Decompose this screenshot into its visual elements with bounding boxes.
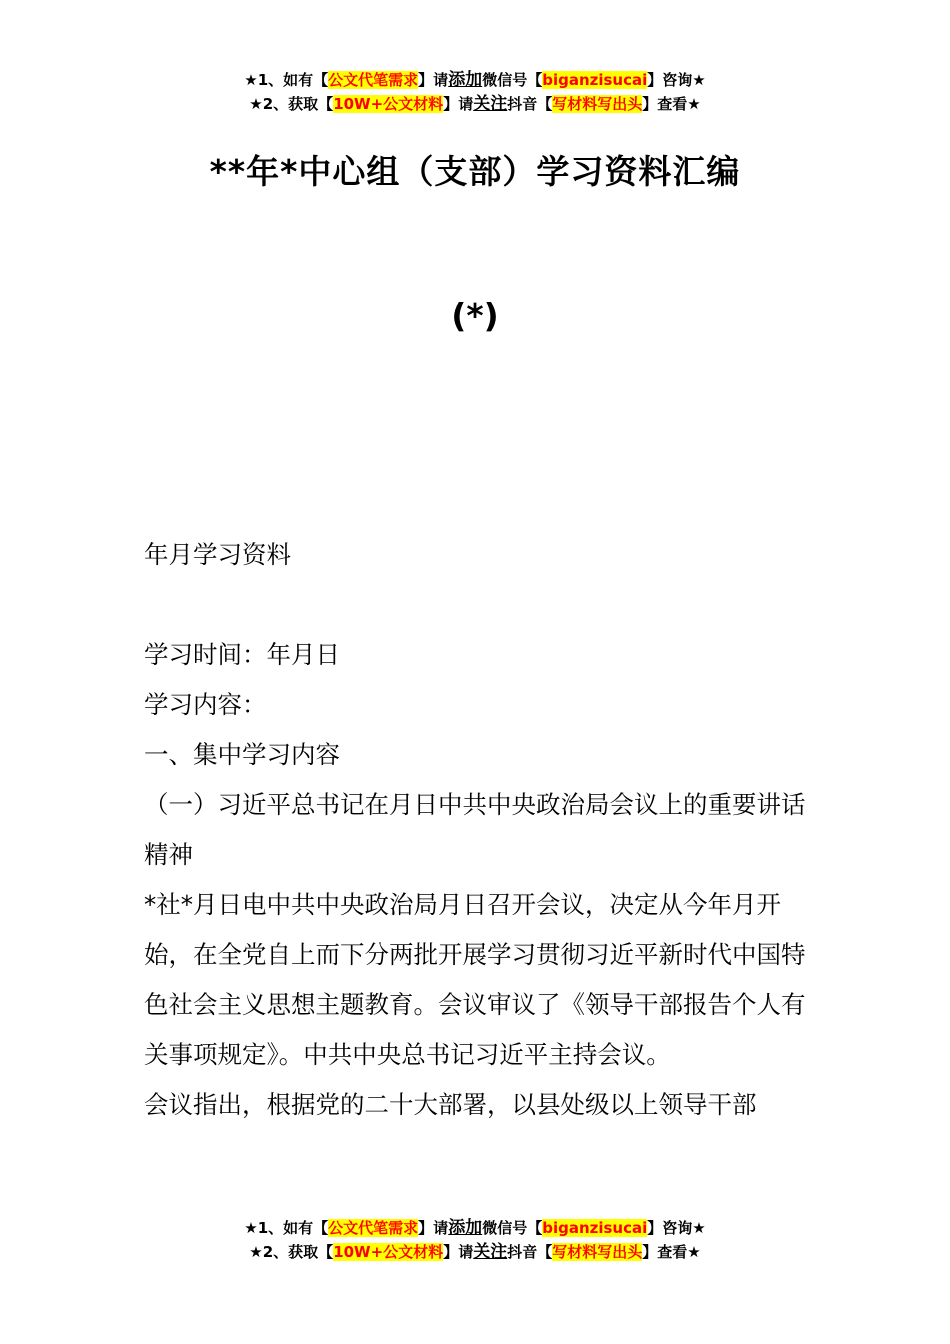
promo-emphasis: 关注 xyxy=(473,94,508,114)
promo-highlight: 10W+公文材料 xyxy=(333,1243,444,1261)
promo-text: 】咨询★ xyxy=(647,1219,706,1237)
promo-line-2 xyxy=(0,1240,950,1264)
study-time: 学习时间：年月日 xyxy=(144,640,340,669)
document-title: **年*中心组（支部）学习资料汇编 xyxy=(209,152,741,191)
promo-text: ★2、获取【 xyxy=(249,95,334,113)
document-subtitle: (*) xyxy=(451,296,499,335)
promo-text: 】咨询★ xyxy=(647,71,706,89)
promo-text: 微信号【 xyxy=(482,71,543,89)
content-subheading-1: （一）习近平总书记在月日中共中央政治局会议上的重要讲话精神 xyxy=(144,790,806,869)
promo-highlight: 公文代笔需求 xyxy=(328,1219,419,1237)
promo-douyin-id: 写材料写出头 xyxy=(552,95,643,113)
promo-wechat-id: biganzisucai xyxy=(542,1219,648,1237)
promo-text: 微信号【 xyxy=(482,1219,543,1237)
promo-text: ★1、如有【 xyxy=(244,71,329,89)
promo-text: 】请 xyxy=(443,1243,474,1261)
promo-text: 抖音【 xyxy=(507,1243,553,1261)
promo-line-1 xyxy=(0,1216,950,1240)
promo-text: ★1、如有【 xyxy=(244,1219,329,1237)
promo-text: 】请 xyxy=(443,95,474,113)
promo-line-2 xyxy=(0,92,950,116)
footer-promo-banner xyxy=(0,1216,950,1264)
promo-douyin-id: 写材料写出头 xyxy=(552,1243,643,1261)
section-heading: 年月学习资料 xyxy=(144,540,291,569)
content-heading-1: 一、集中学习内容 xyxy=(144,740,340,769)
body-paragraph: *社*月日电中共中央政治局月日召开会议，决定从今年月开始，在全党自上而下分两批开展学习贯彻习近平新时代中国特色社会主义思想主题教育。会议审议了《领导干部报告个人有关事项规定》。中共中央总书记习近平主持会议。 xyxy=(144,890,806,1069)
promo-text: 】查看★ xyxy=(642,1243,701,1261)
promo-line-1 xyxy=(0,68,950,92)
promo-highlight: 10W+公文材料 xyxy=(333,95,444,113)
promo-wechat-id: biganzisucai xyxy=(542,71,648,89)
promo-text: 】查看★ xyxy=(642,95,701,113)
promo-emphasis: 关注 xyxy=(473,1242,508,1262)
promo-emphasis: 添加 xyxy=(448,1218,483,1238)
promo-highlight: 公文代笔需求 xyxy=(328,71,419,89)
promo-text: ★2、获取【 xyxy=(249,1243,334,1261)
document-body xyxy=(144,630,808,1130)
promo-text: 】请 xyxy=(418,1219,449,1237)
promo-text: 】请 xyxy=(418,71,449,89)
header-promo-banner xyxy=(0,68,950,116)
promo-emphasis: 添加 xyxy=(448,70,483,90)
body-paragraph: 会议指出，根据党的二十大部署，以县处级以上领导干部 xyxy=(144,1090,757,1119)
promo-text: 抖音【 xyxy=(507,95,553,113)
study-content-label: 学习内容： xyxy=(144,690,267,719)
